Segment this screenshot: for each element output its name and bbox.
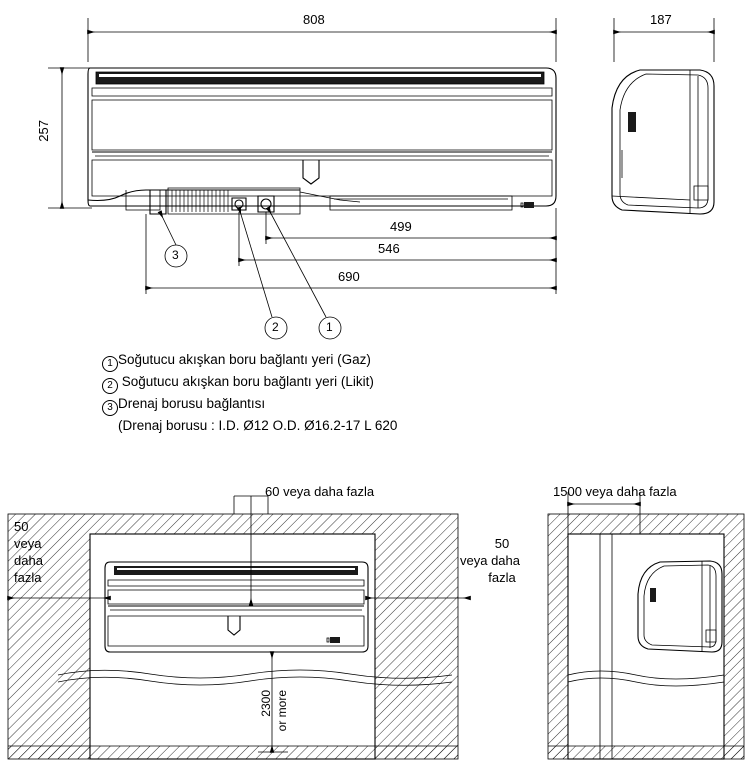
legend-note: (Drenaj borusu : I.D. Ø12 O.D. Ø16.2-17 L 620 [118, 418, 398, 433]
dim-690: 690 [338, 269, 360, 284]
clearance-left-line4: fazla [14, 570, 42, 585]
legend-item-2 [102, 372, 397, 394]
callout-1: 1 [326, 320, 333, 334]
legend-item-1 [102, 350, 397, 372]
dim-width-808: 808 [303, 12, 325, 27]
legend-item-3 [102, 394, 397, 416]
clearance-right-line3: fazla [488, 570, 516, 585]
clearance-left-line2: veya [14, 536, 42, 551]
floor-dim-ormore: or more [275, 690, 289, 732]
clearance-right-line2: veya daha [460, 553, 520, 568]
legend-num-1: 1 [102, 356, 118, 372]
dim-height-257: 257 [36, 120, 51, 142]
clearance-left-line1: 50 [14, 519, 29, 534]
legend-num-2: 2 [102, 378, 118, 394]
clearance-left-label [14, 518, 74, 586]
clearance-right-line1: 50 [494, 536, 510, 551]
legend-num-3: 3 [102, 400, 118, 416]
legend-text-2: Soğutucu akışkan boru bağlantı yeri (Likit) [121, 374, 374, 389]
clearance-right-label [460, 535, 544, 586]
floor-dim-2300: 2300 [259, 690, 273, 717]
clearance-drawing [0, 470, 750, 770]
dim-depth-187: 187 [650, 12, 672, 27]
clearance-top-label: 60 veya daha fazla [265, 484, 375, 499]
clearance-left-line3: daha [14, 553, 43, 568]
legend-text-3: Drenaj borusu bağlantısı [118, 396, 266, 411]
callout-3: 3 [172, 248, 179, 262]
dim-546: 546 [378, 241, 400, 256]
legend-block [102, 350, 397, 435]
dim-499: 499 [390, 219, 412, 234]
callout-2: 2 [272, 320, 279, 334]
clearance-side-top-label: 1500 veya daha fazla [553, 484, 677, 499]
legend-text-1: Soğutucu akışkan boru bağlantı yeri (Gaz) [118, 352, 371, 367]
